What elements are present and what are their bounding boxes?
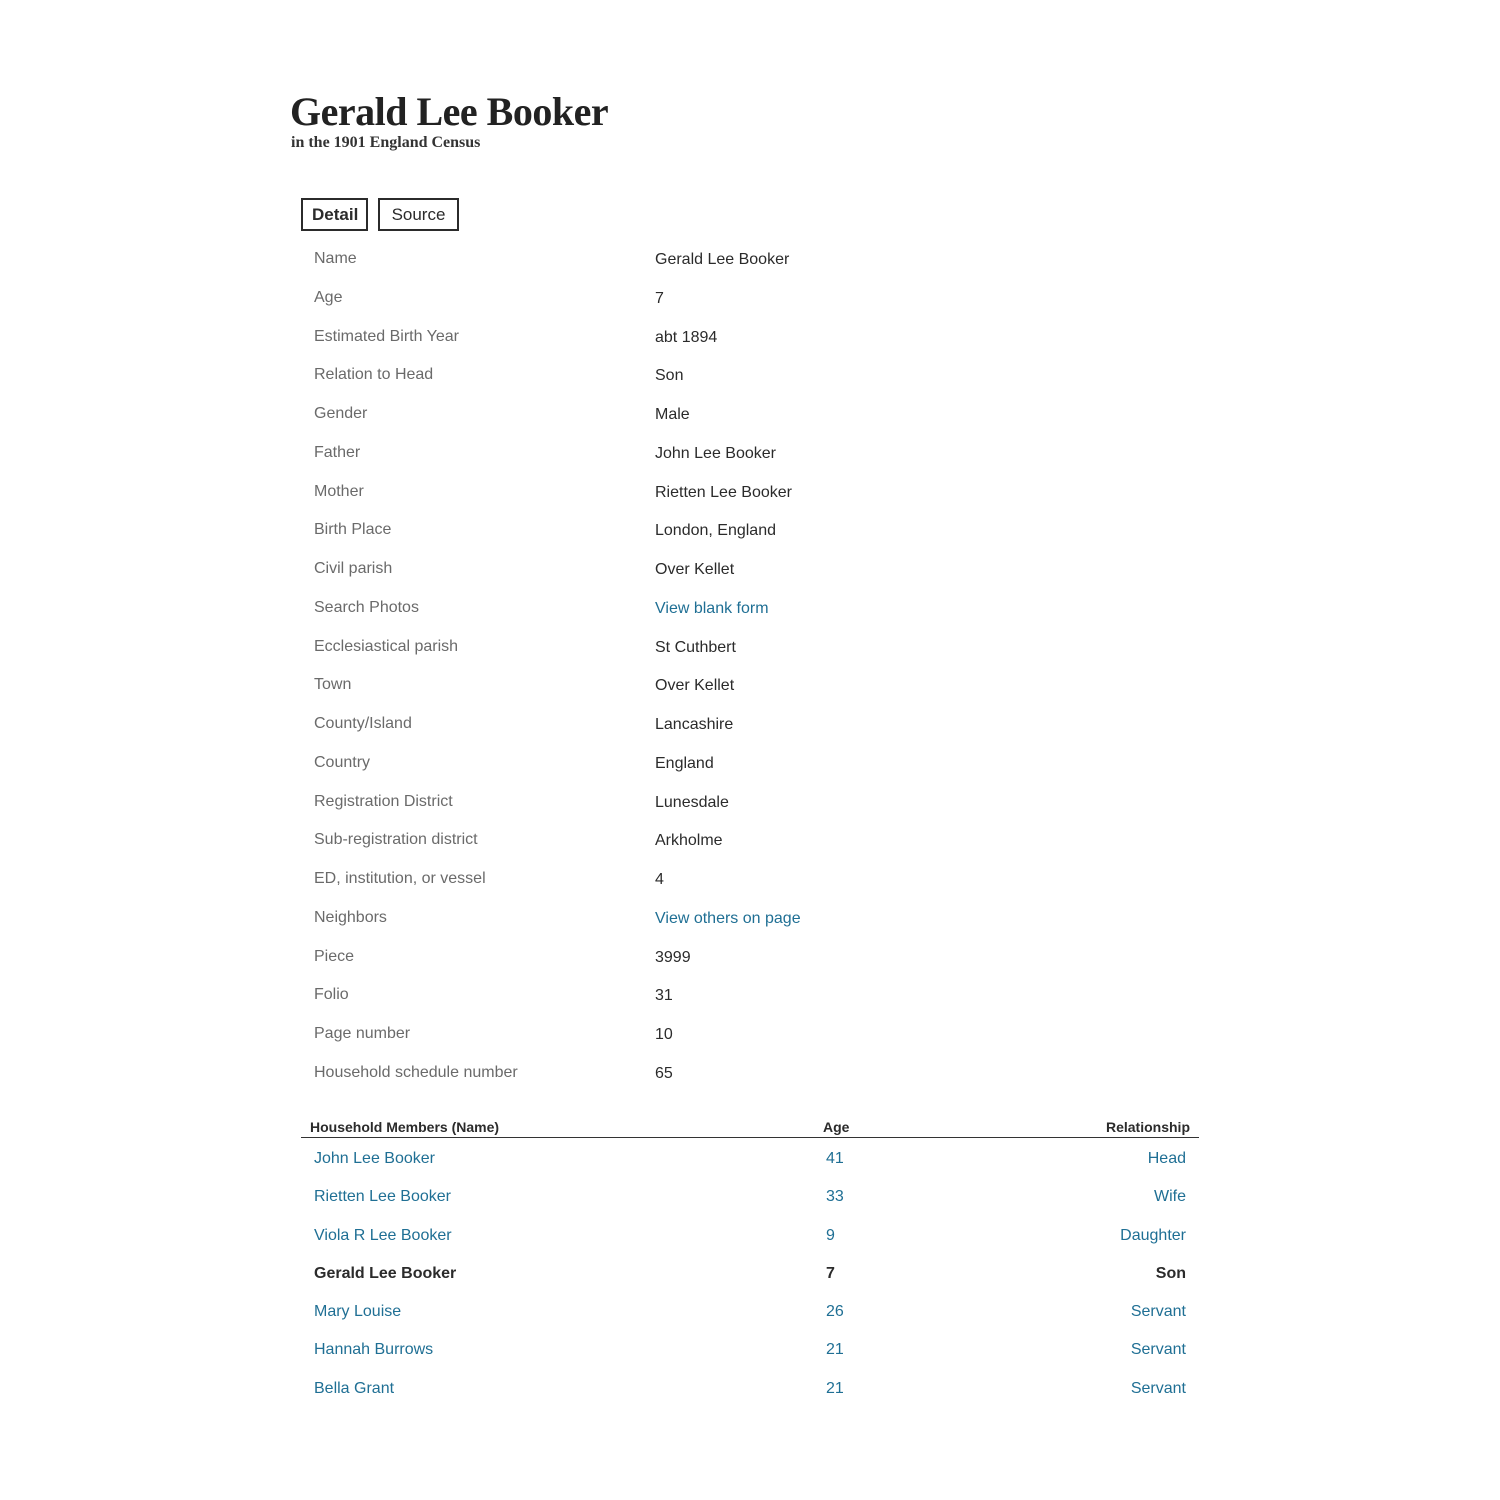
household-members-table <box>301 1116 1199 1406</box>
detail-row <box>314 287 1214 326</box>
detail-label: County/Island <box>314 715 412 732</box>
detail-value: Male <box>655 406 690 423</box>
detail-value: St Cuthbert <box>655 638 736 656</box>
column-header-age: Age <box>823 1119 850 1135</box>
member-age[interactable]: 41 <box>826 1150 844 1167</box>
detail-label: Town <box>314 676 352 694</box>
detail-label: Gender <box>314 405 368 422</box>
detail-value: 4 <box>655 871 664 888</box>
detail-label: Birth Place <box>314 521 392 539</box>
tab-source[interactable]: Source <box>378 198 459 231</box>
detail-value: Over Kellet <box>655 677 735 695</box>
member-name[interactable]: Rietten Lee Booker <box>314 1188 451 1206</box>
column-header-relationship: Relationship <box>1105 1119 1190 1135</box>
table-row[interactable] <box>301 1291 1199 1329</box>
member-age[interactable]: 33 <box>826 1188 844 1206</box>
detail-value: abt 1894 <box>655 328 718 346</box>
detail-label: Search Photos <box>314 598 419 616</box>
detail-row <box>314 1062 1214 1101</box>
detail-value: Arkholme <box>655 832 723 850</box>
member-name: Gerald Lee Booker <box>314 1264 457 1282</box>
member-age[interactable]: 21 <box>826 1341 844 1359</box>
detail-row <box>314 829 1214 868</box>
detail-value: Gerald Lee Booker <box>655 251 790 268</box>
detail-row <box>314 558 1214 597</box>
detail-row <box>314 752 1214 791</box>
member-name[interactable]: John Lee Booker <box>314 1150 435 1167</box>
member-relationship[interactable]: Servant <box>1130 1303 1186 1321</box>
detail-value: 7 <box>655 289 664 307</box>
member-age[interactable]: 21 <box>826 1379 844 1397</box>
detail-row <box>314 868 1214 907</box>
detail-label: Piece <box>314 947 355 965</box>
detail-value: John Lee Booker <box>655 444 776 462</box>
member-relationship[interactable]: Servant <box>1130 1341 1186 1359</box>
detail-row <box>314 791 1214 830</box>
record-tabs <box>301 198 459 231</box>
column-header-name: Household Members (Name) <box>310 1119 500 1135</box>
detail-row <box>314 326 1214 365</box>
detail-label: Civil parish <box>314 560 393 577</box>
detail-label: Registration District <box>314 792 453 810</box>
detail-value: Son <box>655 367 684 385</box>
detail-label: Folio <box>314 986 349 1004</box>
detail-row <box>314 248 1214 287</box>
detail-row <box>314 984 1214 1023</box>
detail-value: Over Kellet <box>655 561 735 578</box>
household-table-header <box>301 1116 1199 1138</box>
detail-label: Relation to Head <box>314 366 434 384</box>
detail-label: Page number <box>314 1025 411 1042</box>
page-subtitle: in the 1901 England Census <box>291 134 481 151</box>
member-relationship[interactable]: Head <box>1147 1150 1186 1167</box>
member-name[interactable]: Viola R Lee Booker <box>314 1226 452 1244</box>
detail-row <box>314 713 1214 752</box>
detail-value: Lunesdale <box>655 793 729 811</box>
detail-value: 10 <box>655 1026 673 1043</box>
tab-detail[interactable]: Detail <box>301 198 368 231</box>
household-table-body <box>301 1138 1199 1406</box>
detail-row <box>314 364 1214 403</box>
table-row <box>301 1253 1199 1291</box>
detail-label: Age <box>314 288 343 306</box>
detail-row <box>314 481 1214 520</box>
detail-label: Father <box>314 443 361 461</box>
page-title: Gerald Lee Booker <box>290 89 609 134</box>
detail-label: Estimated Birth Year <box>314 327 459 345</box>
member-relationship: Son <box>1155 1264 1186 1282</box>
detail-value-link[interactable]: View others on page <box>655 909 801 927</box>
member-name[interactable]: Hannah Burrows <box>314 1341 434 1359</box>
detail-label: Country <box>314 753 371 771</box>
detail-row <box>314 636 1214 675</box>
detail-row <box>314 1023 1214 1062</box>
detail-label: Sub-registration district <box>314 831 478 849</box>
table-row[interactable] <box>301 1215 1199 1253</box>
detail-value: England <box>655 754 714 772</box>
detail-label: Name <box>314 250 357 267</box>
table-row[interactable] <box>301 1329 1199 1367</box>
detail-row <box>314 403 1214 442</box>
detail-row <box>314 907 1214 946</box>
detail-label: Neighbors <box>314 908 387 926</box>
member-age: 7 <box>826 1264 835 1282</box>
member-age[interactable]: 26 <box>826 1303 844 1321</box>
member-name[interactable]: Bella Grant <box>314 1379 395 1397</box>
detail-label: ED, institution, or vessel <box>314 870 486 887</box>
member-relationship[interactable]: Servant <box>1130 1379 1186 1397</box>
member-name[interactable]: Mary Louise <box>314 1303 402 1321</box>
member-relationship[interactable]: Wife <box>1154 1188 1186 1206</box>
table-row[interactable] <box>301 1368 1199 1406</box>
detail-row <box>314 946 1214 985</box>
detail-value: London, England <box>655 522 776 540</box>
detail-label: Household schedule number <box>314 1063 518 1081</box>
table-row[interactable] <box>301 1176 1199 1214</box>
detail-label: Ecclesiastical parish <box>314 637 459 655</box>
detail-value: 31 <box>655 987 673 1005</box>
detail-value-link[interactable]: View blank form <box>655 599 769 617</box>
detail-row <box>314 597 1214 636</box>
detail-value: Rietten Lee Booker <box>655 483 792 501</box>
table-row[interactable] <box>301 1138 1199 1176</box>
detail-row <box>314 519 1214 558</box>
detail-value: Lancashire <box>655 716 734 733</box>
detail-row <box>314 442 1214 481</box>
detail-value: 65 <box>655 1064 673 1082</box>
member-age[interactable]: 9 <box>826 1226 835 1244</box>
detail-list <box>314 248 1214 1101</box>
member-relationship[interactable]: Daughter <box>1120 1226 1186 1244</box>
detail-label: Mother <box>314 482 364 500</box>
detail-row <box>314 674 1214 713</box>
detail-value: 3999 <box>655 948 691 966</box>
